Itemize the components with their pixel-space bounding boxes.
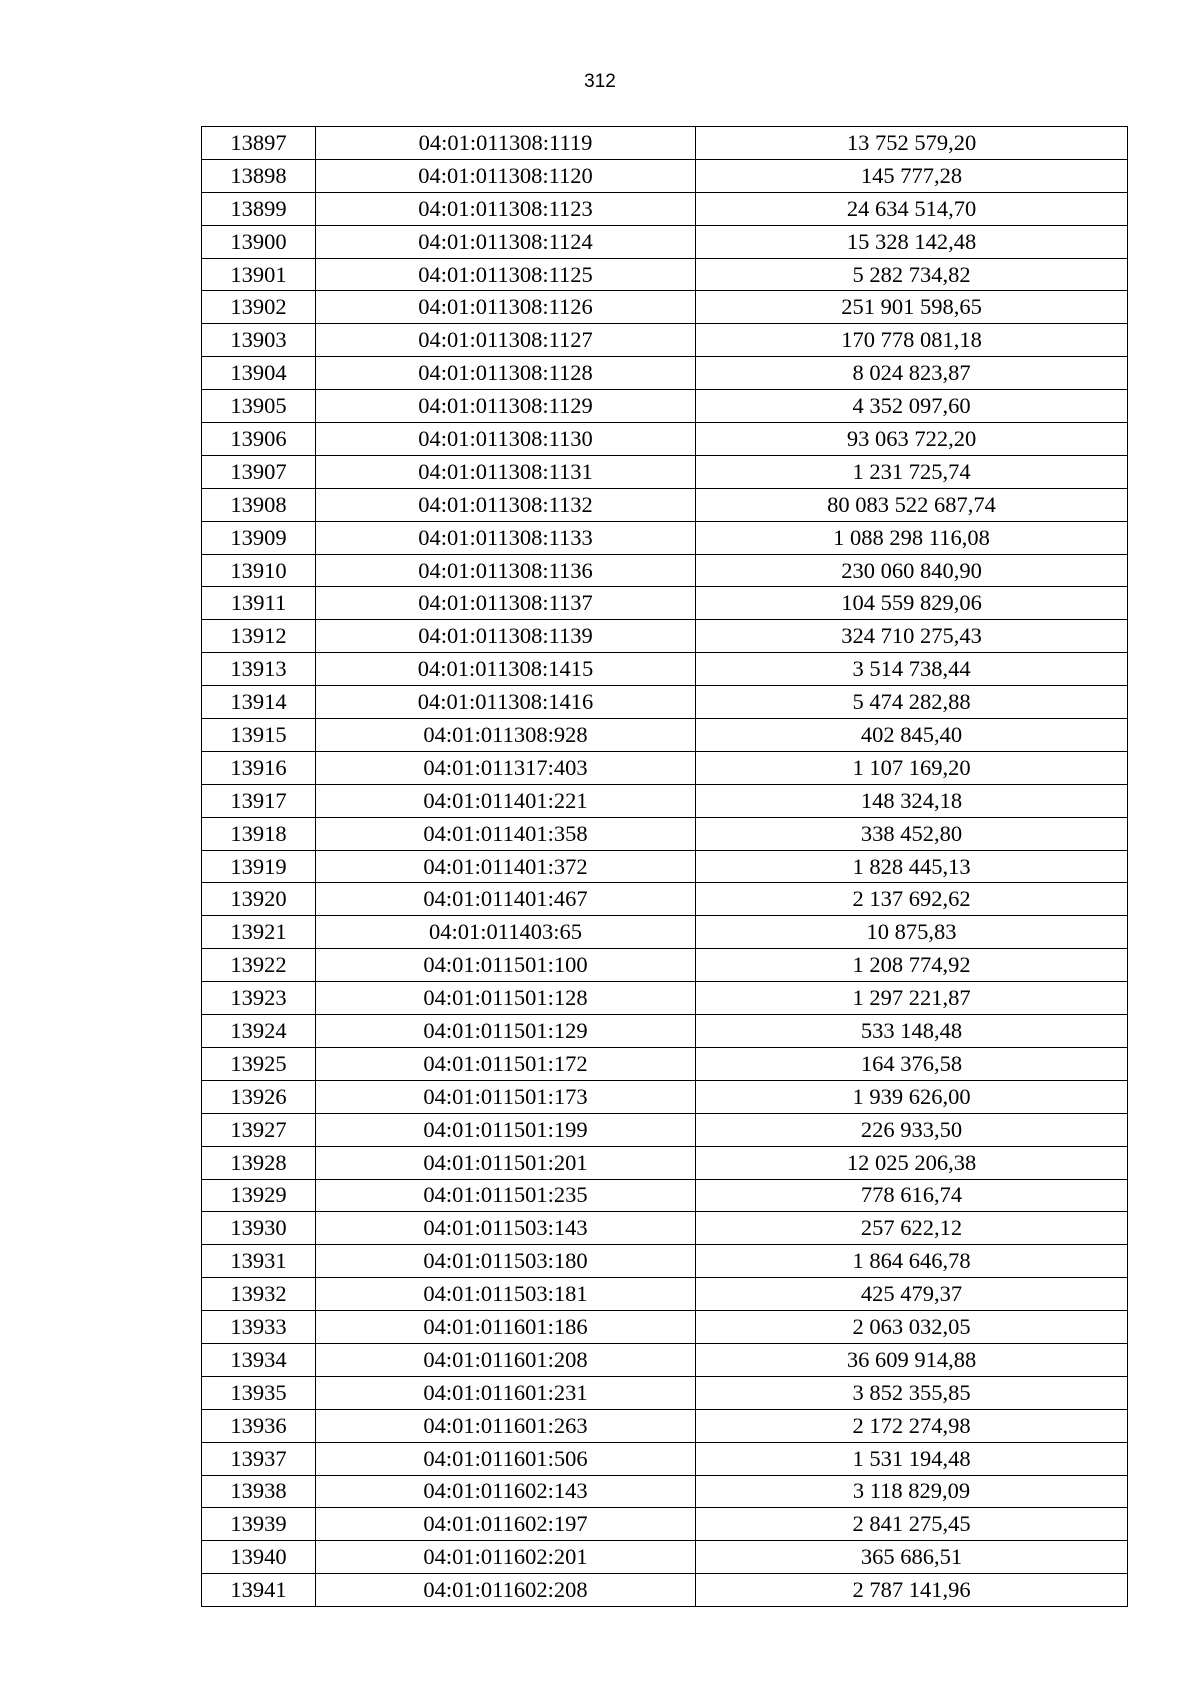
table-row bbox=[202, 1146, 1128, 1179]
cadastral-value-cell: 1 231 725,74 bbox=[696, 455, 1128, 488]
table-row bbox=[202, 1245, 1128, 1278]
row-number-cell: 13928 bbox=[202, 1146, 316, 1179]
cadastral-value-cell: 12 025 206,38 bbox=[696, 1146, 1128, 1179]
cadastral-number-cell: 04:01:011308:1123 bbox=[316, 192, 696, 225]
table-row bbox=[202, 1080, 1128, 1113]
cadastral-number-cell: 04:01:011601:231 bbox=[316, 1376, 696, 1409]
cadastral-number-cell: 04:01:011401:372 bbox=[316, 850, 696, 883]
cadastral-number-cell: 04:01:011601:506 bbox=[316, 1442, 696, 1475]
cadastral-number-cell: 04:01:011308:1139 bbox=[316, 620, 696, 653]
table-row bbox=[202, 1311, 1128, 1344]
cadastral-value-cell: 1 107 169,20 bbox=[696, 751, 1128, 784]
cadastral-number-cell: 04:01:011308:1131 bbox=[316, 455, 696, 488]
row-number-cell: 13913 bbox=[202, 653, 316, 686]
cadastral-value-cell: 80 083 522 687,74 bbox=[696, 488, 1128, 521]
table-row bbox=[202, 1212, 1128, 1245]
cadastral-value-cell: 2 172 274,98 bbox=[696, 1409, 1128, 1442]
row-number-cell: 13908 bbox=[202, 488, 316, 521]
row-number-cell: 13900 bbox=[202, 225, 316, 258]
table-row bbox=[202, 225, 1128, 258]
row-number-cell: 13903 bbox=[202, 324, 316, 357]
row-number-cell: 13939 bbox=[202, 1508, 316, 1541]
cadastral-number-cell: 04:01:011503:181 bbox=[316, 1278, 696, 1311]
cadastral-value-cell: 148 324,18 bbox=[696, 784, 1128, 817]
cadastral-value-cell: 365 686,51 bbox=[696, 1541, 1128, 1574]
row-number-cell: 13911 bbox=[202, 587, 316, 620]
cadastral-value-cell: 1 939 626,00 bbox=[696, 1080, 1128, 1113]
table-row bbox=[202, 784, 1128, 817]
row-number-cell: 13937 bbox=[202, 1442, 316, 1475]
table-row bbox=[202, 521, 1128, 554]
row-number-cell: 13898 bbox=[202, 159, 316, 192]
cadastral-value-cell: 226 933,50 bbox=[696, 1113, 1128, 1146]
page-number: 312 bbox=[584, 71, 616, 92]
cadastral-value-cell: 3 852 355,85 bbox=[696, 1376, 1128, 1409]
cadastral-value-cell: 1 828 445,13 bbox=[696, 850, 1128, 883]
row-number-cell: 13915 bbox=[202, 719, 316, 752]
row-number-cell: 13907 bbox=[202, 455, 316, 488]
cadastral-number-cell: 04:01:011501:172 bbox=[316, 1047, 696, 1080]
table-row bbox=[202, 653, 1128, 686]
cadastral-value-cell: 778 616,74 bbox=[696, 1179, 1128, 1212]
row-number-cell: 13916 bbox=[202, 751, 316, 784]
row-number-cell: 13919 bbox=[202, 850, 316, 883]
table-row bbox=[202, 455, 1128, 488]
cadastral-number-cell: 04:01:011308:1136 bbox=[316, 554, 696, 587]
row-number-cell: 13938 bbox=[202, 1475, 316, 1508]
cadastral-value-cell: 324 710 275,43 bbox=[696, 620, 1128, 653]
table-row bbox=[202, 751, 1128, 784]
table-row bbox=[202, 390, 1128, 423]
cadastral-number-cell: 04:01:011308:1415 bbox=[316, 653, 696, 686]
cadastral-value-cell: 8 024 823,87 bbox=[696, 357, 1128, 390]
cadastral-value-cell: 15 328 142,48 bbox=[696, 225, 1128, 258]
cadastral-value-cell: 2 787 141,96 bbox=[696, 1574, 1128, 1607]
cadastral-value-cell: 1 297 221,87 bbox=[696, 982, 1128, 1015]
row-number-cell: 13914 bbox=[202, 686, 316, 719]
table-row bbox=[202, 587, 1128, 620]
table-row bbox=[202, 1409, 1128, 1442]
row-number-cell: 13906 bbox=[202, 423, 316, 456]
row-number-cell: 13929 bbox=[202, 1179, 316, 1212]
table-row bbox=[202, 719, 1128, 752]
cadastral-number-cell: 04:01:011308:1126 bbox=[316, 291, 696, 324]
table-row bbox=[202, 916, 1128, 949]
cadastral-number-cell: 04:01:011308:1137 bbox=[316, 587, 696, 620]
cadastral-value-cell: 164 376,58 bbox=[696, 1047, 1128, 1080]
cadastral-number-cell: 04:01:011501:129 bbox=[316, 1015, 696, 1048]
table-row bbox=[202, 291, 1128, 324]
row-number-cell: 13920 bbox=[202, 883, 316, 916]
cadastral-number-cell: 04:01:011602:201 bbox=[316, 1541, 696, 1574]
row-number-cell: 13933 bbox=[202, 1311, 316, 1344]
table-row bbox=[202, 850, 1128, 883]
row-number-cell: 13926 bbox=[202, 1080, 316, 1113]
cadastral-value-cell: 170 778 081,18 bbox=[696, 324, 1128, 357]
cadastral-number-cell: 04:01:011308:1129 bbox=[316, 390, 696, 423]
row-number-cell: 13930 bbox=[202, 1212, 316, 1245]
cadastral-value-cell: 402 845,40 bbox=[696, 719, 1128, 752]
table-row bbox=[202, 554, 1128, 587]
row-number-cell: 13936 bbox=[202, 1409, 316, 1442]
table-row bbox=[202, 1015, 1128, 1048]
table-row bbox=[202, 1179, 1128, 1212]
cadastral-value-cell: 5 474 282,88 bbox=[696, 686, 1128, 719]
row-number-cell: 13941 bbox=[202, 1574, 316, 1607]
cadastral-number-cell: 04:01:011503:180 bbox=[316, 1245, 696, 1278]
table-row bbox=[202, 1376, 1128, 1409]
cadastral-value-cell: 1 088 298 116,08 bbox=[696, 521, 1128, 554]
table-body bbox=[202, 127, 1128, 1607]
cadastral-number-cell: 04:01:011601:186 bbox=[316, 1311, 696, 1344]
table-row bbox=[202, 324, 1128, 357]
cadastral-value-cell: 425 479,37 bbox=[696, 1278, 1128, 1311]
cadastral-number-cell: 04:01:011401:467 bbox=[316, 883, 696, 916]
cadastral-number-cell: 04:01:011503:143 bbox=[316, 1212, 696, 1245]
cadastral-value-cell: 2 841 275,45 bbox=[696, 1508, 1128, 1541]
cadastral-number-cell: 04:01:011602:197 bbox=[316, 1508, 696, 1541]
cadastral-value-cell: 257 622,12 bbox=[696, 1212, 1128, 1245]
row-number-cell: 13918 bbox=[202, 817, 316, 850]
row-number-cell: 13921 bbox=[202, 916, 316, 949]
table-row bbox=[202, 357, 1128, 390]
row-number-cell: 13902 bbox=[202, 291, 316, 324]
row-number-cell: 13934 bbox=[202, 1343, 316, 1376]
table-row bbox=[202, 1475, 1128, 1508]
cadastral-number-cell: 04:01:011308:1127 bbox=[316, 324, 696, 357]
row-number-cell: 13917 bbox=[202, 784, 316, 817]
cadastral-value-cell: 5 282 734,82 bbox=[696, 258, 1128, 291]
table-row bbox=[202, 817, 1128, 850]
table-row bbox=[202, 1541, 1128, 1574]
row-number-cell: 13922 bbox=[202, 949, 316, 982]
row-number-cell: 13923 bbox=[202, 982, 316, 1015]
cadastral-number-cell: 04:01:011308:1132 bbox=[316, 488, 696, 521]
table-row bbox=[202, 620, 1128, 653]
row-number-cell: 13904 bbox=[202, 357, 316, 390]
cadastral-number-cell: 04:01:011308:928 bbox=[316, 719, 696, 752]
cadastral-number-cell: 04:01:011317:403 bbox=[316, 751, 696, 784]
cadastral-number-cell: 04:01:011401:358 bbox=[316, 817, 696, 850]
cadastral-value-cell: 4 352 097,60 bbox=[696, 390, 1128, 423]
row-number-cell: 13910 bbox=[202, 554, 316, 587]
row-number-cell: 13931 bbox=[202, 1245, 316, 1278]
cadastral-number-cell: 04:01:011501:199 bbox=[316, 1113, 696, 1146]
cadastral-value-cell: 251 901 598,65 bbox=[696, 291, 1128, 324]
row-number-cell: 13924 bbox=[202, 1015, 316, 1048]
table-row bbox=[202, 192, 1128, 225]
table-row bbox=[202, 1574, 1128, 1607]
table-row bbox=[202, 883, 1128, 916]
row-number-cell: 13905 bbox=[202, 390, 316, 423]
row-number-cell: 13927 bbox=[202, 1113, 316, 1146]
table-row bbox=[202, 949, 1128, 982]
table-row bbox=[202, 159, 1128, 192]
cadastral-value-cell: 3 514 738,44 bbox=[696, 653, 1128, 686]
cadastral-value-cell: 1 531 194,48 bbox=[696, 1442, 1128, 1475]
cadastral-value-cell: 533 148,48 bbox=[696, 1015, 1128, 1048]
table-row bbox=[202, 1508, 1128, 1541]
cadastral-number-cell: 04:01:011602:208 bbox=[316, 1574, 696, 1607]
cadastral-number-cell: 04:01:011401:221 bbox=[316, 784, 696, 817]
cadastral-number-cell: 04:01:011602:143 bbox=[316, 1475, 696, 1508]
cadastral-value-cell: 145 777,28 bbox=[696, 159, 1128, 192]
row-number-cell: 13899 bbox=[202, 192, 316, 225]
cadastral-value-cell: 10 875,83 bbox=[696, 916, 1128, 949]
cadastral-number-cell: 04:01:011501:173 bbox=[316, 1080, 696, 1113]
cadastral-number-cell: 04:01:011308:1119 bbox=[316, 127, 696, 160]
cadastral-number-cell: 04:01:011308:1130 bbox=[316, 423, 696, 456]
row-number-cell: 13897 bbox=[202, 127, 316, 160]
cadastral-value-cell: 2 063 032,05 bbox=[696, 1311, 1128, 1344]
cadastral-number-cell: 04:01:011501:201 bbox=[316, 1146, 696, 1179]
cadastral-number-cell: 04:01:011501:100 bbox=[316, 949, 696, 982]
cadastral-value-cell: 1 864 646,78 bbox=[696, 1245, 1128, 1278]
cadastral-value-cell: 230 060 840,90 bbox=[696, 554, 1128, 587]
cadastral-value-cell: 13 752 579,20 bbox=[696, 127, 1128, 160]
table-row bbox=[202, 258, 1128, 291]
cadastral-number-cell: 04:01:011601:263 bbox=[316, 1409, 696, 1442]
cadastral-value-cell: 1 208 774,92 bbox=[696, 949, 1128, 982]
row-number-cell: 13925 bbox=[202, 1047, 316, 1080]
table-row bbox=[202, 1113, 1128, 1146]
row-number-cell: 13932 bbox=[202, 1278, 316, 1311]
cadastral-number-cell: 04:01:011501:235 bbox=[316, 1179, 696, 1212]
row-number-cell: 13940 bbox=[202, 1541, 316, 1574]
cadastral-number-cell: 04:01:011308:1125 bbox=[316, 258, 696, 291]
table-row bbox=[202, 423, 1128, 456]
table-row bbox=[202, 1442, 1128, 1475]
cadastral-number-cell: 04:01:011308:1128 bbox=[316, 357, 696, 390]
table-row bbox=[202, 686, 1128, 719]
cadastral-number-cell: 04:01:011601:208 bbox=[316, 1343, 696, 1376]
cadastral-value-cell: 3 118 829,09 bbox=[696, 1475, 1128, 1508]
row-number-cell: 13909 bbox=[202, 521, 316, 554]
cadastral-value-cell: 24 634 514,70 bbox=[696, 192, 1128, 225]
cadastral-value-cell: 93 063 722,20 bbox=[696, 423, 1128, 456]
cadastral-number-cell: 04:01:011403:65 bbox=[316, 916, 696, 949]
cadastral-number-cell: 04:01:011308:1120 bbox=[316, 159, 696, 192]
cadastral-number-cell: 04:01:011308:1133 bbox=[316, 521, 696, 554]
cadastral-value-table bbox=[201, 126, 1128, 1607]
table-row bbox=[202, 982, 1128, 1015]
cadastral-number-cell: 04:01:011308:1124 bbox=[316, 225, 696, 258]
table-row bbox=[202, 1343, 1128, 1376]
cadastral-value-cell: 104 559 829,06 bbox=[696, 587, 1128, 620]
cadastral-value-cell: 36 609 914,88 bbox=[696, 1343, 1128, 1376]
table-row bbox=[202, 127, 1128, 160]
table-row bbox=[202, 488, 1128, 521]
cadastral-value-cell: 2 137 692,62 bbox=[696, 883, 1128, 916]
table-row bbox=[202, 1047, 1128, 1080]
row-number-cell: 13901 bbox=[202, 258, 316, 291]
cadastral-number-cell: 04:01:011308:1416 bbox=[316, 686, 696, 719]
cadastral-number-cell: 04:01:011501:128 bbox=[316, 982, 696, 1015]
cadastral-value-cell: 338 452,80 bbox=[696, 817, 1128, 850]
row-number-cell: 13935 bbox=[202, 1376, 316, 1409]
row-number-cell: 13912 bbox=[202, 620, 316, 653]
table-row bbox=[202, 1278, 1128, 1311]
